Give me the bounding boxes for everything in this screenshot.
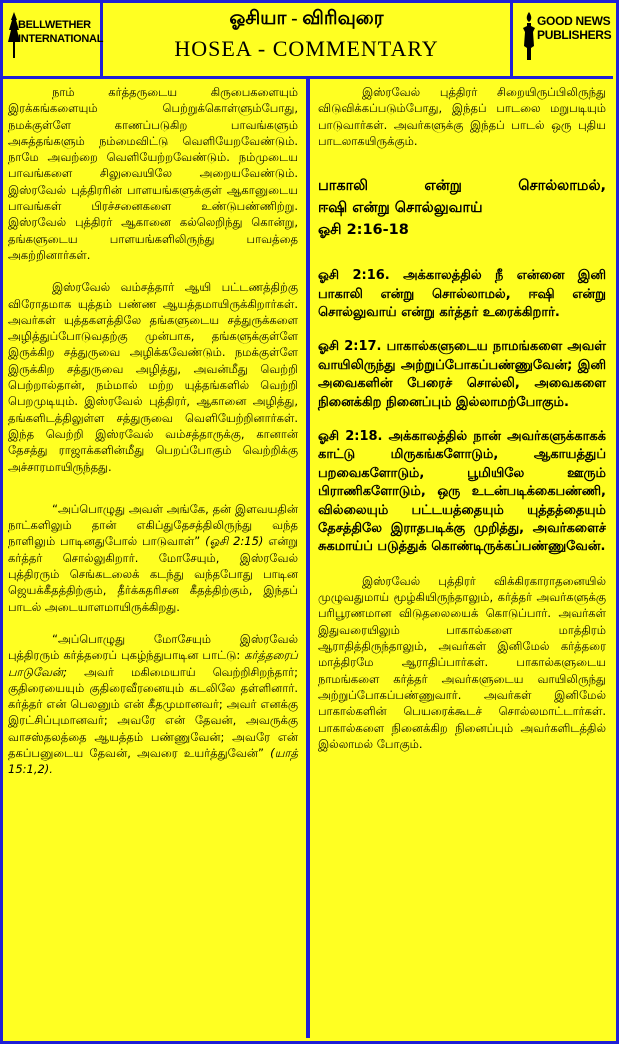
page-title-tamil: ஓசியா - விரிவுரை: [229, 8, 384, 29]
right-paragraph-1: இஸ்ரவேல் புத்திரர் சிறையிருப்பிலிருந்து விடுவிக்கப்படும்போது, இந்தப் பாடலை மறுபடியும் பாடுவார்கள். அவர்களுக்கு இந்தப் பாடல் ஒரு புதிய பாடலாகயிருக்கும்.: [318, 85, 606, 148]
left-column: [8, 84, 298, 778]
good-news-logo: [510, 0, 613, 76]
page-title-english: HOSEA - COMMENTARY: [174, 36, 439, 61]
scripture-reference: (யாத் 15:1,2).: [8, 745, 298, 777]
section-heading-line2: ஈஷி என்று சொல்லுவாய்: [318, 200, 483, 217]
song-line: அவரே என் தேவன், அவருக்கு வாசஸ்தலத்தை ஆயத்தம் பண்ணுவேன்;: [8, 713, 298, 744]
left-paragraph-2: இஸ்ரவேல் வம்சத்தார் ஆயி பட்டணத்திற்கு விரோதமாக யுத்தம் பண்ண ஆயத்தமாயிருக்கிறார்கள். அவர்கள் யுத்தகளத்திலே தங்களுடைய சத்துருக்களை அழித்துப்போடுவதற்கு முன்பாக, தங்களுக்குள்ளே இருக்கிற சத்துருவை அழிக்கவேண்டும். நமக்குள்ளே இருக்கிற சத்துருவை அழித்து, அவன்மீது வெற்றி பெற்றால்தான், நம்மால் மற்ற யுத்தங்களில் வெற்றி பெறமுடியும். இஸ்ரவேல் புத்திரர், ஆகானை அழித்து, தங்களிடத்திலுள்ள சத்துருவை வெளியேற்றினார்கள். இந்த வெற்றி இஸ்ரவேல் வம்சத்தாருக்கு, கானான் தேசத்து ராஜாக்களின்மீது பெறப்போகும் வெற்றிக்கு அச்சாரமாயிருந்தது.: [8, 280, 298, 474]
title-block: [106, 4, 507, 64]
right-column: [318, 84, 606, 752]
header: [0, 0, 613, 79]
song-line: குதிரையையும் குதிரைவீரனையும் கடலிலே தள்ளினார். கர்த்தர் என் பெலனும் என் கீதமுமானவர்;: [8, 680, 298, 712]
scripture-reference: (ஓசி 2:15): [205, 534, 264, 549]
right-paragraph-last: இஸ்ரவேல் புத்திரர் விக்கிரகாராதனையில் முழுவதுமாய் மூழ்கியிருந்தாலும், கர்த்தர் அவர்களுக்கு பரிபூரணமான விடுதலையைக் கொடுப்பார். அவர்கள் இதுவரையிலும் பாகால்களை மாத்திரம் ஆராதித்திருந்தாலும், அவர்கள் இனிமேல் கர்த்தரை மாத்திரமே ஆராதிப்பார்கள். பாகால்களுடைய நாமங்களை கர்த்தர் அவர்களுடைய வாயிலிருந்து அற்றுப்போகப்பண்ணுவார். அவர்கள் இனிமேல் பாகால்களின் பெயரைக்கூடச் சொல்லமாட்டார்கள். பாகால்களை நினைக்கிற நினைப்பும் அவர்களிடத்தில் இல்லாமல் போகும்.: [318, 573, 606, 751]
logo-right-line2: PUBLISHERS: [537, 28, 612, 42]
paragraph-text: என்று கர்த்தர் சொல்லுகிறார். மோசேயும், இஸ்ரவேல் புத்திரரும் செங்கடலைக் கடந்து வந்தபோது பாடின ஜெயக்கீதத்திற்கும், தீர்க்கதரிசன கீதத்திற்கும், இந்தப் பாடல் அடையாளமாயிருக்கிறது.: [8, 534, 298, 614]
left-paragraph-1: நாம் கர்த்தருடைய கிருபைகளையும் இரக்கங்களையும் பெற்றுக்கொள்ளும்போது, நமக்குள்ளே காணப்படுகிற பாவங்களும் அசுத்தங்களும் நம்மைவிட்டு வெளியேறவேண்டும். நாமே அவற்றை வெளியேற்றவேண்டும். நம்முடைய பாவங்களை சிலுவையிலே அறையவேண்டும். இஸ்ரவேல் புத்திரரின் பாளயங்களுக்குள் ஆகானுடைய பாவங்கள் பிரச்சனைகளை உண்டுபண்ணிற்று. இஸ்ரவேல் புத்திரர் ஆகானை கல்லெறிந்து கொன்று, தங்களுடைய பாளயங்களிலிருந்து பாவத்தை அகற்றினார்கள்.: [8, 85, 298, 262]
lamp-icon: [521, 12, 537, 60]
column-divider: [306, 79, 310, 1038]
section-heading-line1: பாகாலி என்று சொல்லாமல்,: [318, 178, 606, 195]
logo-right-line1: GOOD NEWS: [537, 14, 611, 28]
song-line: அவர் மகிமையாய் வெற்றிசிறந்தார்;: [67, 664, 298, 679]
section-heading: [318, 175, 606, 241]
song-line: அவர் எனக்கு இரட்சிப்புமானவர்;: [8, 697, 298, 728]
song-line: அவரே என் தகப்பனுடைய தேவன், அவரை உயர்த்துவேன்”: [8, 729, 298, 760]
verse-2-18: ஓசி 2:18. அக்காலத்தில் நான் அவர்களுக்காகக் காட்டு மிருகங்களோடும், ஆகாயத்துப் பறவைகளோடும், பூமியிலே ஊரும் பிராணிகளோடும், ஒரு உடன்படிக்கைபண்ணி, வில்லையும் பட்டயத்தையும் யுத்தத்தையும் தேசத்திலே இராதபடிக்கு முறித்து, அவர்களைச் சுகமாய்ப் படுத்துக் கொண்டிருக்கப்பண்ணுவேன்.: [318, 429, 606, 555]
section-heading-line3: ஓசி 2:16-18: [318, 222, 409, 239]
logo-left-line1: BELLWETHER: [18, 19, 91, 31]
left-paragraph-3: [8, 501, 298, 615]
verse-2-16: ஓசி 2:16. அக்காலத்தில் நீ என்னை இனி பாகாலி என்று சொல்லாமல், ஈஷி என்று சொல்லுவாய் என்று கர்த்தர் உரைக்கிறார்.: [318, 268, 606, 320]
scripture-quote: “அப்பொழுது அவள் அங்கே, தன் இளவயதின் நாட்களிலும் தான் எகிப்துதேசத்திலிருந்து வந்த நாளிலும் பாடினதுபோல் பாடுவாள்”: [8, 501, 298, 549]
verse-2-17: ஓசி 2:17. பாகால்களுடைய நாமங்களை அவள் வாயிலிருந்து அற்றுப்போகப்பண்ணுவேன்; இனி அவைகளின் பேரைச் சொல்லி, அவைகளை நினைக்கிற நினைப்பும் இல்லாமற்போகும்.: [318, 339, 606, 410]
bellwether-logo: [0, 0, 103, 76]
song-line: கர்த்தரைப் பாடுவேன்;: [8, 648, 298, 679]
scripture-quote: “அப்பொழுது மோசேயும் இஸ்ரவேல் புத்திரரும் கர்த்தரைப் புகழ்ந்துபாடின பாட்டு:: [8, 631, 298, 663]
logo-left-line2: INTERNATIONAL: [18, 33, 104, 45]
left-paragraph-4: [8, 631, 298, 778]
